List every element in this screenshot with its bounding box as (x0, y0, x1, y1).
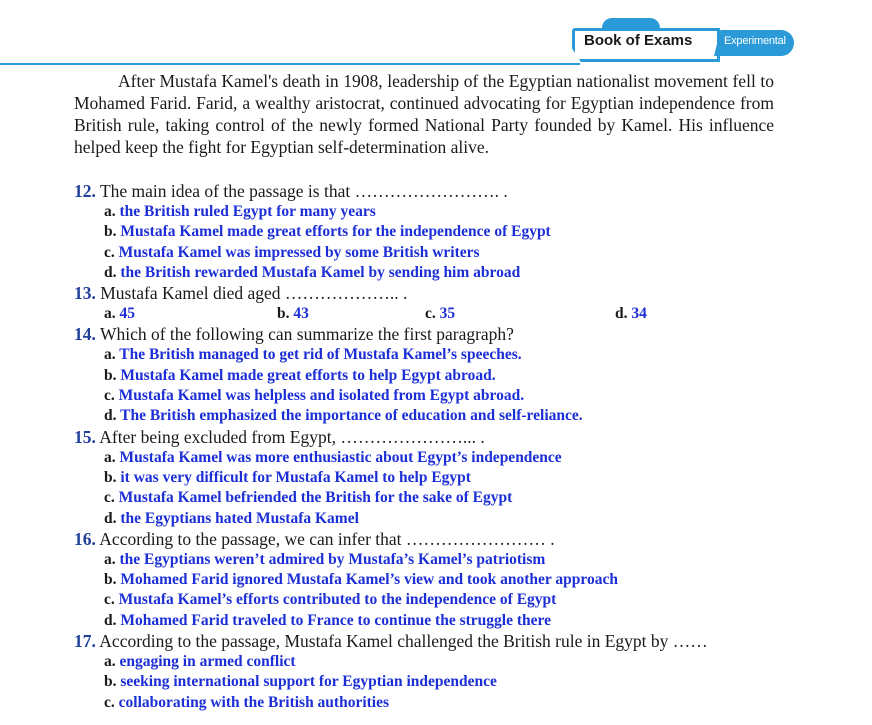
question-14 (74, 324, 794, 345)
option-text: the Egyptians weren’t admired by Mustafa’s Kamel’s patriotism (119, 550, 546, 568)
answer-option[interactable] (74, 243, 794, 263)
question-16 (74, 529, 794, 550)
question-text: After being excluded from Egypt, …………………... . (99, 426, 485, 447)
answer-option[interactable] (74, 693, 794, 713)
answer-option[interactable] (74, 263, 794, 283)
question-17 (74, 631, 794, 652)
question-text: According to the passage, Mustafa Kamel challenged the British rule in Egypt by …… (99, 631, 708, 652)
question-number: 15. (74, 426, 96, 447)
option-text: 35 (439, 305, 456, 323)
option-text: The British managed to get rid of Mustafa Kamel’s speeches. (119, 346, 522, 364)
option-letter: b. (104, 673, 117, 691)
answer-option[interactable] (425, 304, 615, 324)
option-letter: d. (104, 263, 117, 281)
option-text: collaborating with the British authorities (118, 693, 390, 711)
option-letter: b. (104, 223, 117, 241)
question-number: 14. (74, 324, 96, 345)
option-letter: c. (104, 243, 115, 261)
answer-option[interactable] (74, 366, 794, 386)
answer-option[interactable] (74, 570, 794, 590)
option-text: the Egyptians hated Mustafa Kamel (120, 509, 359, 527)
answer-option[interactable] (74, 468, 794, 488)
option-letter: a. (104, 550, 116, 568)
answer-option[interactable] (74, 406, 794, 426)
option-text: 43 (293, 305, 309, 323)
answer-option[interactable] (74, 611, 794, 631)
option-text: Mustafa Kamel made great efforts to help Egypt abroad. (120, 366, 496, 384)
header-rule (0, 63, 580, 65)
answer-option[interactable] (74, 488, 794, 508)
question-13 (74, 283, 794, 304)
question-number: 16. (74, 528, 96, 549)
answer-option[interactable] (104, 304, 277, 324)
answer-option[interactable] (74, 448, 794, 468)
answer-option[interactable] (615, 304, 647, 324)
option-text: 45 (119, 305, 135, 323)
question-number: 17. (74, 631, 96, 652)
option-letter: a. (104, 653, 116, 671)
option-letter: d. (104, 407, 117, 425)
option-text: seeking international support for Egyptian independence (120, 673, 497, 691)
option-text: Mustafa Kamel befriended the British for the sake of Egypt (118, 489, 513, 507)
option-text: Mustafa Kamel was more enthusiastic about Egypt’s independence (119, 448, 562, 466)
answer-option[interactable] (277, 304, 425, 324)
option-letter: a. (104, 448, 116, 466)
answer-option[interactable] (74, 202, 794, 222)
option-letter: b. (104, 571, 117, 589)
edition-tag: Experimental (724, 35, 786, 47)
reading-passage: After Mustafa Kamel's death in 1908, leadership of the Egyptian nationalist movement fell to Mohamed Farid. Farid, a wealthy aristocrat, continued advocating for Egyptian independence from British rule, taking control of the newly formed National Party founded by Kamel. His influence helped keep the fight for Egyptian self-determination alive. (74, 71, 774, 157)
answer-option[interactable] (74, 386, 794, 406)
question-text: The main idea of the passage is that ……………………. . (99, 181, 508, 201)
option-letter: a. (104, 346, 116, 364)
option-text: 34 (631, 305, 647, 323)
option-text: engaging in armed conflict (119, 653, 296, 671)
question-text: According to the passage, we can infer that …………………… . (99, 528, 555, 549)
answer-option[interactable] (74, 652, 794, 672)
answer-option[interactable] (74, 590, 794, 610)
question-text: Mustafa Kamel died aged ……………….. . (100, 283, 408, 304)
question-number: 13. (74, 283, 96, 304)
answer-option[interactable] (74, 345, 794, 365)
answer-option[interactable] (74, 509, 794, 529)
option-text: Mustafa Kamel made great efforts for the independence of Egypt (120, 223, 551, 241)
option-letter: b. (104, 468, 117, 486)
question-15 (74, 427, 794, 448)
option-letter: d. (615, 305, 628, 323)
option-letter: a. (104, 305, 116, 323)
option-letter: c. (104, 387, 115, 405)
book-badge (568, 18, 798, 66)
answer-option[interactable] (74, 222, 794, 242)
option-letter: d. (104, 509, 117, 527)
option-text: Mohamed Farid traveled to France to continue the struggle there (120, 611, 551, 629)
option-letter: b. (277, 305, 290, 323)
option-letter: a. (104, 203, 116, 220)
book-title: Book of Exams (584, 32, 693, 49)
option-letter: c. (104, 693, 115, 711)
question-text: Which of the following can summarize the first paragraph? (99, 324, 514, 345)
option-text: Mohamed Farid ignored Mustafa Kamel’s view and took another approach (120, 571, 618, 589)
question-12 (74, 181, 794, 202)
option-text: The British emphasized the importance of education and self-reliance. (120, 407, 583, 425)
option-letter: b. (104, 366, 117, 384)
option-text: Mustafa Kamel was helpless and isolated from Egypt abroad. (118, 387, 525, 405)
answer-option[interactable] (74, 672, 794, 692)
option-letter: d. (104, 611, 117, 629)
question-number: 12. (74, 181, 96, 201)
option-text: the British ruled Egypt for many years (119, 203, 376, 220)
answer-option[interactable] (74, 550, 794, 570)
option-letter: c. (104, 489, 115, 507)
option-text: the British rewarded Mustafa Kamel by sending him abroad (120, 263, 521, 281)
option-letter: c. (104, 591, 115, 609)
questions-list (74, 181, 794, 713)
option-text: it was very difficult for Mustafa Kamel to help Egypt (120, 468, 471, 486)
option-letter: c. (425, 305, 436, 323)
answer-options-row (74, 304, 794, 324)
option-text: Mustafa Kamel’s efforts contributed to the independence of Egypt (118, 591, 557, 609)
option-text: Mustafa Kamel was impressed by some British writers (118, 243, 480, 261)
